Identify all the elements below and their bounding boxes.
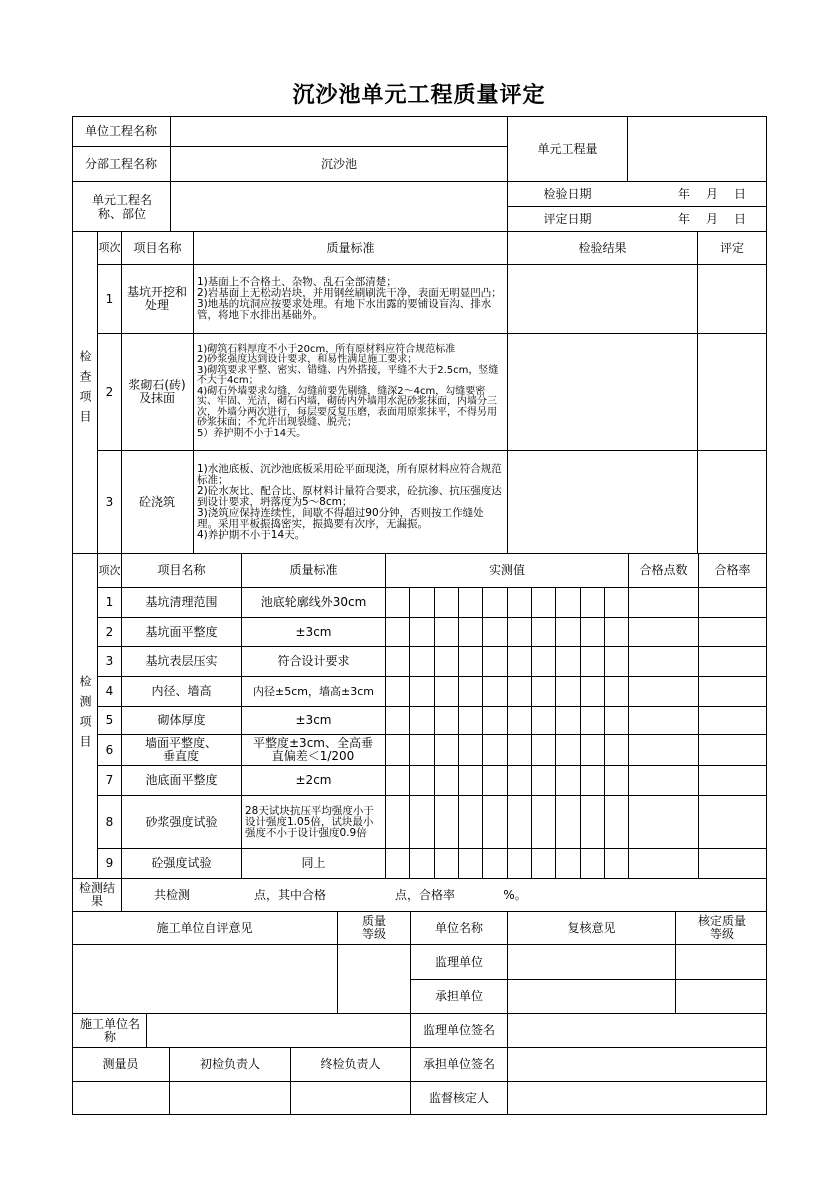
result-text-pass: 点，其中合格 (253, 887, 326, 902)
element-quantity-label: 单元工程量 (537, 141, 598, 156)
measurement-item-name: 砼强度试验 (151, 856, 212, 870)
measurement-item-name: 基坑表层压实 (145, 654, 218, 668)
surveyor-value[interactable] (72, 1082, 169, 1115)
supervisor-unit-label: 监理单位 (434, 954, 483, 969)
evaluation-day: 日 (733, 211, 746, 226)
measurement-item-standard: ±3cm (295, 624, 332, 639)
measurement-item-name: 基坑清理范围 (145, 595, 218, 609)
inspection-item-result[interactable] (508, 451, 697, 553)
oversight-value[interactable] (508, 1082, 766, 1115)
measurement-col-measured: 实测值 (488, 563, 525, 577)
measurement-item-no: 6 (105, 742, 114, 757)
measurement-item-name: 内径、墙高 (151, 684, 212, 698)
evaluation-date-label: 评定日期 (543, 211, 592, 226)
self-eval-label: 施工单位自评意见 (156, 920, 253, 935)
contractor-sign-label: 承担单位签名 (422, 1057, 495, 1071)
measurement-item-name: 墙面平整度、垂直度 (144, 736, 217, 763)
verified-grade-label: 核定质量等级 (697, 914, 746, 941)
measurement-item-standard: 平整度±3cm、全高垂直偏差＜1/200 (253, 736, 373, 763)
element-quantity-value[interactable] (628, 117, 766, 181)
measurement-item-no: 1 (105, 595, 114, 609)
measurement-col-standard: 质量标准 (289, 563, 338, 577)
measurement-item-no: 2 (105, 624, 114, 639)
measurement-item-name: 基坑面平整度 (145, 624, 218, 639)
evaluation-year: 年 (677, 211, 690, 226)
sub-project-name-label: 分部工程名称 (84, 156, 157, 171)
measurement-item-no: 4 (105, 684, 114, 698)
inspection-section-label: 检查项目 (78, 350, 92, 430)
measurement-item-no: 3 (105, 654, 114, 668)
inspection-col-result: 检验结果 (578, 240, 627, 255)
measurement-item-standard: ±2cm (295, 773, 332, 787)
unit-project-name-value[interactable] (171, 117, 507, 146)
evaluation-month: 月 (705, 211, 718, 226)
element-project-label: 单元工程名称、部位 (91, 192, 152, 221)
measurement-item-no: 7 (105, 773, 114, 787)
measurement-item-name: 池底面平整度 (145, 773, 218, 787)
inspection-item-name: 砼浇筑 (138, 494, 175, 509)
measurement-item-no: 5 (105, 713, 114, 727)
contractor-sign-value[interactable] (508, 1048, 766, 1081)
inspection-col-name: 项目名称 (133, 240, 182, 255)
measurement-item-name: 砌体厚度 (157, 713, 206, 727)
measurement-col-pass-rate: 合格率 (714, 563, 751, 577)
inspection-item-result[interactable] (508, 265, 697, 333)
inspection-item-no: 2 (105, 384, 114, 399)
inspection-year: 年 (677, 186, 690, 201)
surveyor-label: 测量员 (102, 1057, 139, 1071)
unit-project-name-label: 单位工程名称 (84, 124, 157, 138)
measurement-section-label: 检测项目 (78, 675, 92, 755)
inspection-item-rating[interactable] (698, 334, 766, 450)
unit-name-label: 单位名称 (434, 920, 483, 935)
supervisor-sign-value[interactable] (508, 1014, 766, 1047)
measurement-item-standard: ±3cm (295, 713, 332, 727)
result-text-percent: %。 (503, 887, 527, 902)
measurement-item-standard: 28天试块抗压平均强度小于设计强度1.05倍，试块最小强度不小于设计强度0.9倍 (245, 804, 374, 839)
inspection-day: 日 (733, 186, 746, 201)
oversight-label: 监督核定人 (428, 1091, 489, 1105)
review-label: 复核意见 (567, 920, 616, 935)
initial-inspector-value[interactable] (170, 1082, 290, 1115)
initial-inspector-label: 初检负责人 (199, 1057, 260, 1071)
result-text-total: 共检测 (153, 887, 190, 902)
inspection-item-standard: 1)基面上不合格土、杂物、乱石全部清楚； 2)岩基面上无松动岩块，并用钢丝刷刷洗干净，表面无明显凹凸； 3)地基的坑洞应按要求处理。有地下水出露的要铺设盲沟、排水管，将地下水排出基础外。 (197, 276, 502, 321)
sub-project-name-value[interactable]: 沉沙池 (320, 156, 357, 171)
inspection-item-no: 1 (105, 291, 114, 306)
supervisor-sign-label: 监理单位签名 (422, 1023, 495, 1037)
inspection-item-no: 3 (105, 494, 114, 509)
measurement-item-standard: 内径±5cm，墙高±3cm (253, 684, 374, 698)
inspection-item-standard: 1)砌筑石料厚度不小于20cm，所有原材料应符合规范标准 2)砂浆强度达到设计要求，和易性满足施工要求； 3)砌筑要求平整、密实、错缝、内外搭接，平缝不大于2.5cm，竖缝不大于4cm； 4)砌石外墙要求勾缝，勾缝前要先剔缝，缝深2～4cm，勾缝要密实、牢固、光洁，砌石内墙，砌砖内外墙用水泥砂浆抹面，内墙分三次，外墙分两次进行，每层要反复压磨，表面用原浆抹平，不得另用砂浆抹面；不允许出现裂缝、脱壳； 5）养护期不小于14天。 (197, 343, 499, 439)
inspection-item-name: 基坑开挖和处理 (126, 285, 187, 312)
inspection-item-name: 浆砌石(砖)及抹面 (128, 378, 186, 405)
measurement-item-no: 9 (105, 856, 114, 870)
quality-grade-value[interactable] (338, 945, 410, 1013)
inspection-col-no: 项次 (98, 241, 121, 254)
measurement-col-pass-points: 合格点数 (639, 563, 688, 577)
page-title: 沉沙池单元工程质量评定 (292, 82, 546, 108)
quality-grade-label: 质量等级 (361, 914, 386, 941)
inspection-item-result[interactable] (508, 334, 697, 450)
inspection-col-rating: 评定 (719, 240, 744, 255)
measurement-item-no: 8 (105, 814, 114, 829)
measurement-item-name: 砂浆强度试验 (145, 814, 218, 829)
self-eval-value[interactable] (72, 945, 337, 1013)
construction-unit-name-label: 施工单位名称 (79, 1016, 140, 1044)
measurement-col-no: 项次 (98, 563, 121, 577)
review-value[interactable] (508, 945, 675, 1013)
construction-unit-name-value[interactable] (147, 1014, 410, 1047)
measurement-result-label: 检测结果 (78, 881, 115, 908)
result-text-rate: 点，合格率 (394, 887, 455, 902)
measurement-item-standard: 同上 (301, 856, 326, 870)
final-inspector-value[interactable] (291, 1082, 410, 1115)
measurement-item-standard: 池底轮廓线外30cm (260, 595, 367, 609)
inspection-item-rating[interactable] (698, 451, 766, 553)
inspection-col-standard: 质量标准 (326, 240, 375, 255)
final-inspector-label: 终检负责人 (320, 1057, 381, 1071)
measurement-col-name: 项目名称 (157, 563, 206, 577)
inspection-item-rating[interactable] (698, 265, 766, 333)
measurement-item-standard: 符合设计要求 (277, 654, 350, 668)
contractor-unit-label: 承担单位 (434, 989, 483, 1003)
inspection-date-label: 检验日期 (543, 186, 592, 201)
verified-grade-value[interactable] (676, 945, 766, 1013)
inspection-item-standard: 1)水池底板、沉沙池底板采用砼平面现浇，所有原材料应符合规范标准； 2)砼水灰比、配合比、原材料计量符合要求，砼抗渗、抗压强度达到设计要求，坍落度为5～8cm； 3)浇筑应保持连续性，间歇不得超过90分钟，否则按工作缝处理。采用平板振捣密实，振捣要有次序，无漏振。 4)养护期不小于14天。 (197, 462, 502, 541)
inspection-month: 月 (705, 186, 718, 201)
